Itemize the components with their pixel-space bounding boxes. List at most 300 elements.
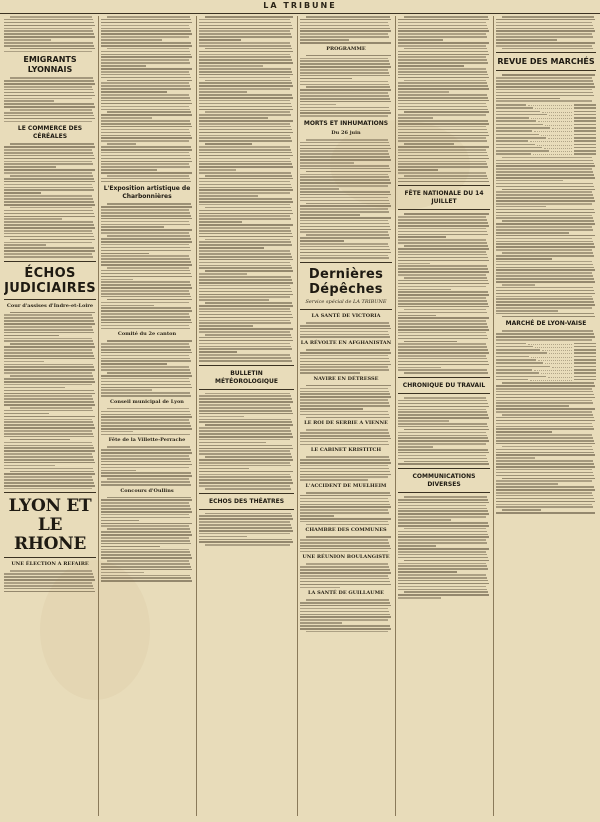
text-line xyxy=(205,456,292,458)
text-line xyxy=(300,432,389,434)
text-line xyxy=(300,60,389,62)
text-line xyxy=(101,226,164,228)
text-line xyxy=(300,110,390,112)
text-line xyxy=(300,107,389,109)
article-text xyxy=(4,16,96,52)
text-line xyxy=(496,89,592,91)
text-line xyxy=(199,166,293,168)
text-line xyxy=(300,211,389,213)
column-rule xyxy=(98,16,99,816)
text-line xyxy=(300,336,390,338)
text-line xyxy=(4,372,92,374)
text-line xyxy=(300,194,391,196)
text-line xyxy=(4,149,92,151)
text-line xyxy=(10,407,92,409)
headline-bulletin: BULLETIN MÉTÉOROLOGIQUE xyxy=(214,369,279,385)
text-line xyxy=(496,275,593,277)
article-text xyxy=(398,16,490,182)
text-line xyxy=(300,145,390,147)
text-line xyxy=(4,398,93,400)
text-line xyxy=(496,495,593,497)
text-line xyxy=(398,306,489,308)
text-line xyxy=(496,177,595,179)
text-line xyxy=(4,86,92,88)
text-line xyxy=(496,261,592,263)
text-line xyxy=(101,284,191,286)
text-line xyxy=(398,172,486,174)
table-row xyxy=(496,150,596,152)
text-line xyxy=(101,62,190,64)
text-line xyxy=(496,229,593,231)
text-line xyxy=(4,588,94,590)
text-line xyxy=(300,98,390,100)
article-text xyxy=(199,513,294,546)
text-line xyxy=(300,411,388,413)
text-line xyxy=(300,84,389,86)
text-line xyxy=(101,302,189,304)
text-line xyxy=(496,30,595,32)
text-line xyxy=(199,419,291,421)
text-line xyxy=(398,409,486,411)
text-line xyxy=(199,244,292,246)
text-line xyxy=(199,331,290,333)
text-line xyxy=(199,247,264,249)
text-line xyxy=(101,77,191,79)
text-line xyxy=(101,395,191,397)
text-line xyxy=(398,228,486,230)
text-line xyxy=(107,299,192,301)
text-line xyxy=(199,77,290,79)
text-line xyxy=(398,82,487,84)
text-line xyxy=(306,524,389,526)
text-line xyxy=(398,346,487,348)
text-line xyxy=(300,19,391,21)
text-line xyxy=(496,25,593,27)
text-line xyxy=(199,521,290,523)
text-line xyxy=(10,343,94,345)
text-line xyxy=(101,325,189,327)
text-line xyxy=(199,337,292,339)
text-line xyxy=(4,112,93,114)
text-line xyxy=(4,361,44,363)
text-line xyxy=(199,468,249,470)
text-line xyxy=(300,153,389,155)
text-line xyxy=(101,566,191,568)
column-4 xyxy=(300,16,392,816)
text-line xyxy=(398,551,486,553)
text-line xyxy=(300,372,360,374)
text-line xyxy=(398,571,457,573)
text-line xyxy=(199,109,293,111)
text-line xyxy=(101,129,189,131)
text-line xyxy=(101,313,189,315)
text-line xyxy=(199,59,292,61)
text-line xyxy=(101,378,189,380)
text-line xyxy=(101,416,192,418)
text-line xyxy=(101,381,190,383)
text-line xyxy=(496,95,594,97)
text-line xyxy=(398,574,486,576)
text-line xyxy=(101,146,191,148)
column-6 xyxy=(496,16,596,816)
text-line xyxy=(4,169,95,171)
text-line xyxy=(300,223,389,225)
text-line xyxy=(300,506,391,508)
text-line xyxy=(4,488,92,490)
text-line xyxy=(199,158,290,160)
text-line xyxy=(4,189,94,191)
text-line xyxy=(300,509,388,511)
text-line xyxy=(496,480,592,482)
text-line xyxy=(404,143,454,145)
text-line xyxy=(101,458,190,460)
article-text xyxy=(300,349,392,374)
text-line xyxy=(4,100,54,102)
text-line xyxy=(398,97,488,99)
text-line xyxy=(300,396,391,398)
text-line xyxy=(398,315,436,317)
text-line xyxy=(101,22,192,24)
text-line xyxy=(101,166,190,168)
text-line xyxy=(300,512,389,514)
dispatch-list xyxy=(300,313,392,632)
text-line xyxy=(101,59,189,61)
text-line xyxy=(4,456,93,458)
text-line xyxy=(398,74,488,76)
text-line xyxy=(199,325,253,327)
text-line xyxy=(398,169,438,171)
text-line xyxy=(398,452,489,454)
text-line xyxy=(398,516,486,518)
text-line xyxy=(199,42,290,44)
article-text xyxy=(300,599,392,632)
dispatch-headline: L'ACCIDENT DE MUELHEIM xyxy=(305,482,387,489)
text-line xyxy=(398,534,488,536)
text-line xyxy=(4,416,95,418)
text-line xyxy=(101,56,192,58)
text-line xyxy=(101,158,191,160)
headline-revue: REVUE DES MARCHÉS xyxy=(497,57,595,67)
text-line xyxy=(101,212,190,214)
text-line xyxy=(496,83,594,85)
table-row xyxy=(496,134,596,136)
text-line xyxy=(306,322,389,324)
text-line xyxy=(101,155,190,157)
table-row xyxy=(496,369,596,371)
text-line xyxy=(4,161,92,163)
text-line xyxy=(300,578,389,580)
text-line xyxy=(502,446,592,448)
text-line xyxy=(398,161,486,163)
text-line xyxy=(101,169,157,171)
text-line xyxy=(199,445,292,447)
text-line xyxy=(205,143,252,145)
text-line xyxy=(502,189,595,191)
text-line xyxy=(199,343,290,345)
text-line xyxy=(4,198,93,200)
text-line xyxy=(4,447,94,449)
text-line xyxy=(306,536,391,538)
text-line xyxy=(300,408,363,410)
text-line xyxy=(300,366,388,368)
text-line xyxy=(205,111,290,113)
text-line xyxy=(398,236,446,238)
table-row xyxy=(496,153,596,155)
table-row xyxy=(496,362,596,364)
text-line xyxy=(101,74,190,76)
text-line xyxy=(496,339,592,341)
text-line xyxy=(300,252,391,254)
text-line xyxy=(101,431,133,433)
text-line xyxy=(4,413,49,415)
text-line xyxy=(496,394,594,396)
text-line xyxy=(101,123,191,125)
text-line xyxy=(4,250,95,252)
text-line xyxy=(4,28,92,30)
text-line xyxy=(398,594,489,596)
headline-theatres: ECHOS DES THÉATRES xyxy=(208,497,285,505)
headline-exposition: L'Exposition artistique de Charbonnières xyxy=(103,185,191,201)
text-line xyxy=(199,230,291,232)
text-line xyxy=(199,221,242,223)
text-line xyxy=(199,19,290,21)
text-line xyxy=(101,355,189,357)
text-line xyxy=(398,225,489,227)
text-line xyxy=(502,509,541,511)
article-text xyxy=(4,570,96,592)
section-bulletin xyxy=(199,365,294,390)
text-line xyxy=(10,207,92,209)
text-line xyxy=(398,257,488,259)
text-line xyxy=(101,580,192,582)
article-text xyxy=(199,16,294,362)
text-line xyxy=(300,364,391,366)
text-line xyxy=(300,237,390,239)
text-line xyxy=(4,485,95,487)
text-line xyxy=(101,229,192,231)
text-line xyxy=(300,69,388,71)
text-line xyxy=(398,234,488,236)
text-line xyxy=(101,520,139,522)
text-line xyxy=(10,109,92,111)
text-line xyxy=(101,572,144,574)
text-line xyxy=(300,101,391,103)
text-line xyxy=(4,201,94,203)
text-line xyxy=(300,28,390,30)
text-line xyxy=(4,442,92,444)
text-line xyxy=(107,267,189,269)
text-line xyxy=(10,312,95,314)
text-line xyxy=(496,39,557,41)
text-line xyxy=(199,135,290,137)
text-line xyxy=(300,89,391,91)
text-line xyxy=(398,137,486,139)
text-line xyxy=(496,443,595,445)
text-line xyxy=(300,459,390,461)
text-line xyxy=(199,28,293,30)
section-echos-judiciaires xyxy=(4,261,96,300)
text-line xyxy=(300,521,388,523)
text-line xyxy=(398,297,486,299)
text-line xyxy=(4,573,93,575)
text-line xyxy=(101,218,192,220)
text-line xyxy=(496,434,592,436)
text-line xyxy=(300,156,390,158)
text-line xyxy=(496,408,595,410)
column-rule xyxy=(196,16,197,816)
text-line xyxy=(496,232,569,234)
text-line xyxy=(300,471,390,473)
text-line xyxy=(496,417,594,419)
text-line xyxy=(4,121,92,123)
table-row xyxy=(496,349,596,351)
text-line xyxy=(398,106,487,108)
text-line xyxy=(199,340,293,342)
headline-morts: MORTS ET INHUMATIONS xyxy=(303,119,389,127)
text-line xyxy=(398,22,486,24)
text-line xyxy=(4,436,94,438)
column-rule xyxy=(297,16,298,816)
text-line xyxy=(4,230,92,232)
text-line xyxy=(496,98,560,100)
text-line xyxy=(496,255,594,257)
text-line xyxy=(398,332,486,334)
text-line xyxy=(496,310,558,312)
text-line xyxy=(496,402,593,404)
text-line xyxy=(199,227,290,229)
text-line xyxy=(300,465,388,467)
article-text xyxy=(300,139,392,259)
text-line xyxy=(496,489,595,491)
table-row xyxy=(496,376,596,378)
text-line xyxy=(496,483,558,485)
text-line xyxy=(101,346,190,348)
text-line xyxy=(404,341,457,343)
text-line xyxy=(199,354,290,356)
market-table xyxy=(496,343,596,381)
text-line xyxy=(101,172,192,174)
text-line xyxy=(4,103,94,105)
text-line xyxy=(4,355,94,357)
text-line xyxy=(199,539,292,541)
text-line xyxy=(101,514,189,516)
article-text xyxy=(300,385,392,418)
text-line xyxy=(4,80,94,82)
text-line xyxy=(199,224,293,226)
text-line xyxy=(300,66,391,68)
text-line xyxy=(300,355,388,357)
text-line xyxy=(300,515,334,517)
text-line xyxy=(4,479,93,481)
text-line xyxy=(398,597,441,599)
text-line xyxy=(306,429,388,431)
text-line xyxy=(306,16,390,18)
text-line xyxy=(398,77,489,79)
text-line xyxy=(398,423,487,425)
text-line xyxy=(101,508,191,510)
section-title-echos: ÉCHOS JUDICIAIRES xyxy=(4,265,96,296)
text-line xyxy=(107,478,189,480)
table-row xyxy=(496,104,596,106)
text-line xyxy=(496,385,595,387)
text-line xyxy=(199,201,293,203)
text-line xyxy=(4,459,94,461)
text-line xyxy=(4,224,94,226)
text-line xyxy=(107,340,192,342)
text-line xyxy=(101,88,191,90)
text-line xyxy=(496,235,595,237)
text-line xyxy=(107,111,191,113)
text-line xyxy=(199,282,293,284)
text-line xyxy=(300,498,388,500)
text-line xyxy=(300,182,391,184)
text-line xyxy=(199,30,290,32)
text-line xyxy=(199,155,293,157)
text-line xyxy=(4,579,95,581)
text-line xyxy=(398,219,487,221)
text-line xyxy=(300,548,391,550)
text-line xyxy=(300,504,390,506)
text-line xyxy=(300,81,388,83)
text-line xyxy=(496,281,595,283)
text-line xyxy=(496,180,563,182)
section-depeches xyxy=(300,262,392,310)
text-line xyxy=(101,45,192,47)
table-row xyxy=(496,366,596,368)
text-line xyxy=(101,238,191,240)
text-line xyxy=(496,498,594,500)
text-line xyxy=(199,65,263,67)
text-line xyxy=(107,143,136,145)
text-line xyxy=(101,293,190,295)
text-line xyxy=(101,25,189,27)
text-line xyxy=(4,421,93,423)
text-line xyxy=(199,518,293,520)
text-line xyxy=(4,213,94,215)
text-line xyxy=(199,474,290,476)
text-line xyxy=(300,628,391,630)
text-line xyxy=(4,582,92,584)
article-text xyxy=(496,382,596,514)
text-line xyxy=(398,263,430,265)
text-line xyxy=(4,419,92,421)
text-line xyxy=(300,602,390,604)
text-line xyxy=(300,545,390,547)
text-line xyxy=(300,495,391,497)
text-line xyxy=(300,616,391,618)
text-line xyxy=(300,414,389,416)
text-line xyxy=(4,320,94,322)
article-text xyxy=(300,16,392,44)
text-line xyxy=(107,16,190,18)
text-line xyxy=(199,395,291,397)
dispatch-headline: NAVIRE EN DÉTRESSE xyxy=(313,375,379,382)
text-line xyxy=(101,419,189,421)
article-text xyxy=(398,496,490,599)
text-line xyxy=(101,276,192,278)
text-line xyxy=(4,227,95,229)
text-line xyxy=(101,563,190,565)
text-line xyxy=(101,551,190,553)
text-line xyxy=(398,338,488,340)
text-line xyxy=(398,542,487,544)
headline-courses: Concours d'Oullins xyxy=(120,487,174,494)
text-line xyxy=(398,583,489,585)
text-line xyxy=(300,393,390,395)
text-line xyxy=(101,305,154,307)
text-line xyxy=(101,126,192,128)
text-line xyxy=(398,248,489,250)
